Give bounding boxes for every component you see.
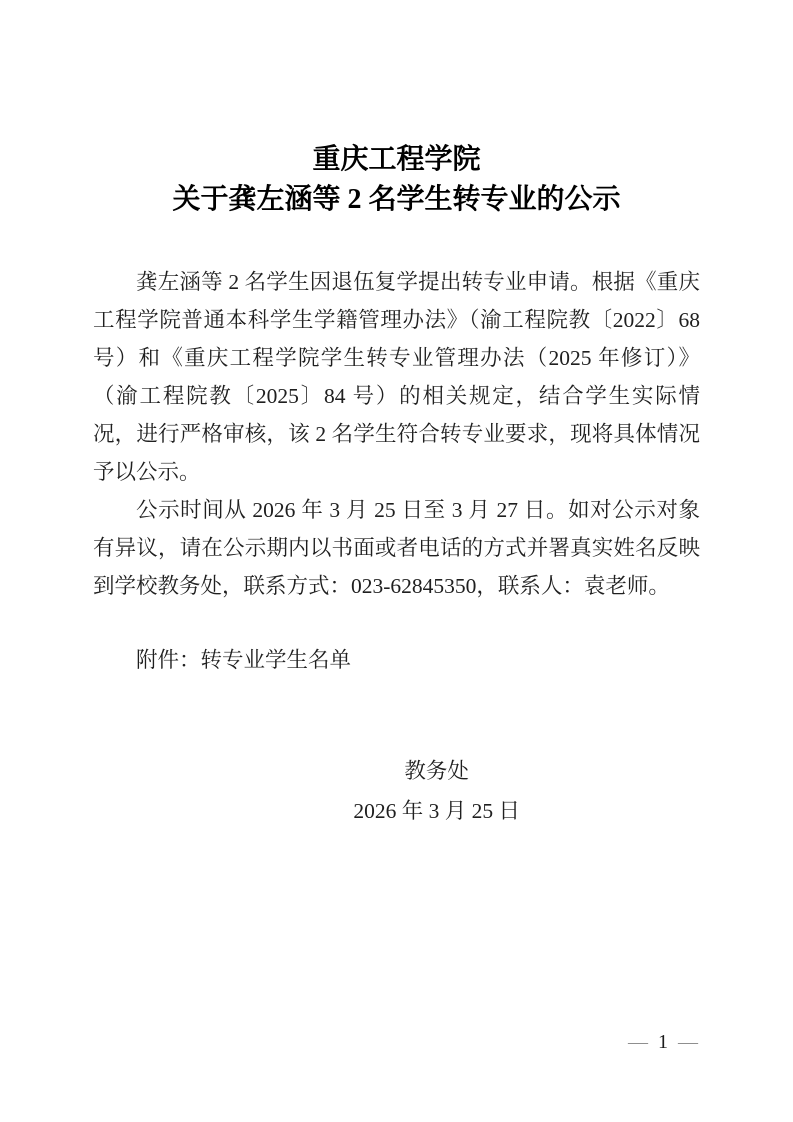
document-body <box>93 263 700 679</box>
signature-date: 2026 年 3 月 25 日 <box>353 799 520 823</box>
signature-block <box>353 751 520 831</box>
page-number <box>628 1032 698 1052</box>
paragraph-1: 龚左涵等 2 名学生因退伍复学提出转专业申请。根据《重庆工程学院普通本科学生学籍管理办法》（渝工程院教〔2022〕68 号）和《重庆工程学院学生转专业管理办法（2025 年修订）》（渝工程院教〔2025〕84 号）的相关规定，结合学生实际情况，进行严格审核，该 2 名学生符合转专业要求，现将具体情况予以公示。 <box>93 270 700 484</box>
signature-department: 教务处 <box>404 759 469 783</box>
page-number-dash-right: — <box>678 1031 698 1053</box>
title-line-2: 关于龚左涵等 2 名学生转专业的公示 <box>172 184 621 215</box>
page-number-dash-left: — <box>628 1031 648 1053</box>
document-title <box>93 140 700 220</box>
attachment-line: 附件：转专业学生名单 <box>136 648 352 672</box>
page-number-value: 1 <box>658 1031 668 1053</box>
paragraph-2: 公示时间从 2026 年 3 月 25 日至 3 月 27 日。如对公示对象有异议，请在公示期内以书面或者电话的方式并署真实姓名反映到学校教务处，联系方式：023-62845350，联系人：袁老师。 <box>93 498 700 598</box>
title-line-1: 重庆工程学院 <box>312 144 481 175</box>
